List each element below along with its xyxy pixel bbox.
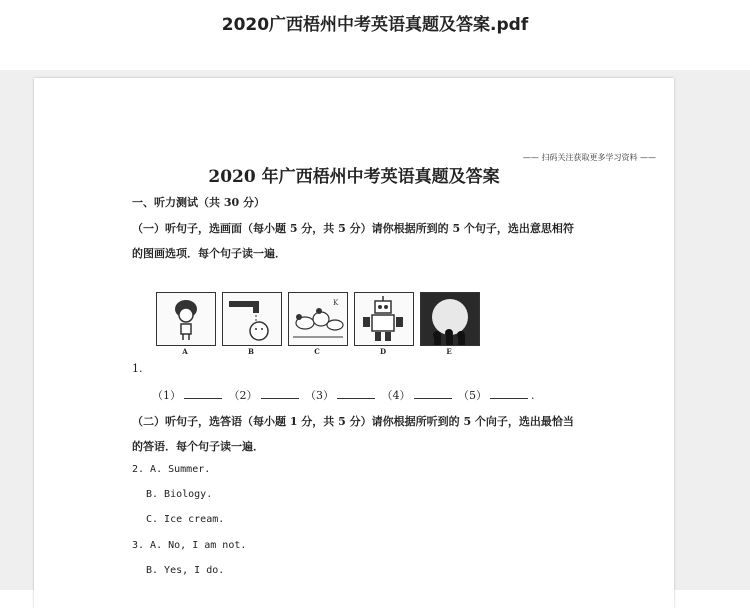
q3-option-b: B. Yes, I do. xyxy=(146,565,225,576)
animals-icon xyxy=(288,292,348,346)
answer-blank[interactable] xyxy=(490,389,528,399)
blank-label: （5） xyxy=(458,389,487,402)
washing-face-icon xyxy=(222,292,282,346)
answer-blank[interactable] xyxy=(184,389,222,399)
answer-blank[interactable] xyxy=(261,389,299,399)
answer-blanks xyxy=(152,387,535,403)
picture-label: E xyxy=(446,347,452,356)
girl-icon xyxy=(156,292,216,346)
q3-option-a: 3. A. No, I am not. xyxy=(132,540,247,551)
answer-blank[interactable] xyxy=(414,389,452,399)
svg-text:K: K xyxy=(333,299,339,307)
watermark-text: —— 扫码关注获取更多学习资料 —— xyxy=(522,153,656,162)
question-number: 1. xyxy=(132,362,143,375)
blank-label: （4） xyxy=(381,389,411,402)
q2-option-b: B. Biology. xyxy=(146,489,213,500)
picture-label: D xyxy=(379,347,387,356)
part1-instruction-line1: （一）听句子，选画面（每小题 5 分，共 5 分）请你根据所到的 5 个句子，选出意思相符 xyxy=(132,222,574,235)
document-title: 2020 年广西梧州中考英语真题及答案 xyxy=(208,167,500,187)
pdf-page xyxy=(34,78,674,608)
viewer-header xyxy=(0,0,750,70)
blank-label: （2） xyxy=(228,389,258,402)
moon-family-icon xyxy=(420,292,480,346)
answer-blank[interactable] xyxy=(337,389,375,399)
blank-label: （1） xyxy=(152,389,181,402)
part2-instruction-line1: （二）听句子，选答语（每小题 1 分，共 5 分）请你根据所听到的 5 个向子，选出最恰当 xyxy=(132,415,574,428)
section-listening: 一、听力测试（共 30 分） xyxy=(132,196,265,209)
blank-end: . xyxy=(531,389,535,402)
picture-options xyxy=(156,292,516,356)
picture-label: B xyxy=(248,347,254,356)
part2-instruction-line2: 的答语．每个句子读一遍． xyxy=(132,440,264,453)
q2-option-c: C. Ice cream. xyxy=(146,514,225,525)
file-title: 2020广西梧州中考英语真题及答案.pdf xyxy=(221,15,529,35)
picture-label: C xyxy=(314,347,320,356)
picture-label: A xyxy=(182,347,188,356)
q2-option-a: 2. A. Summer. xyxy=(132,464,211,475)
blank-label: （3） xyxy=(305,389,334,402)
robot-icon xyxy=(354,292,414,346)
part1-instruction-line2: 的图画选项．每个句子读一遍． xyxy=(132,247,286,260)
